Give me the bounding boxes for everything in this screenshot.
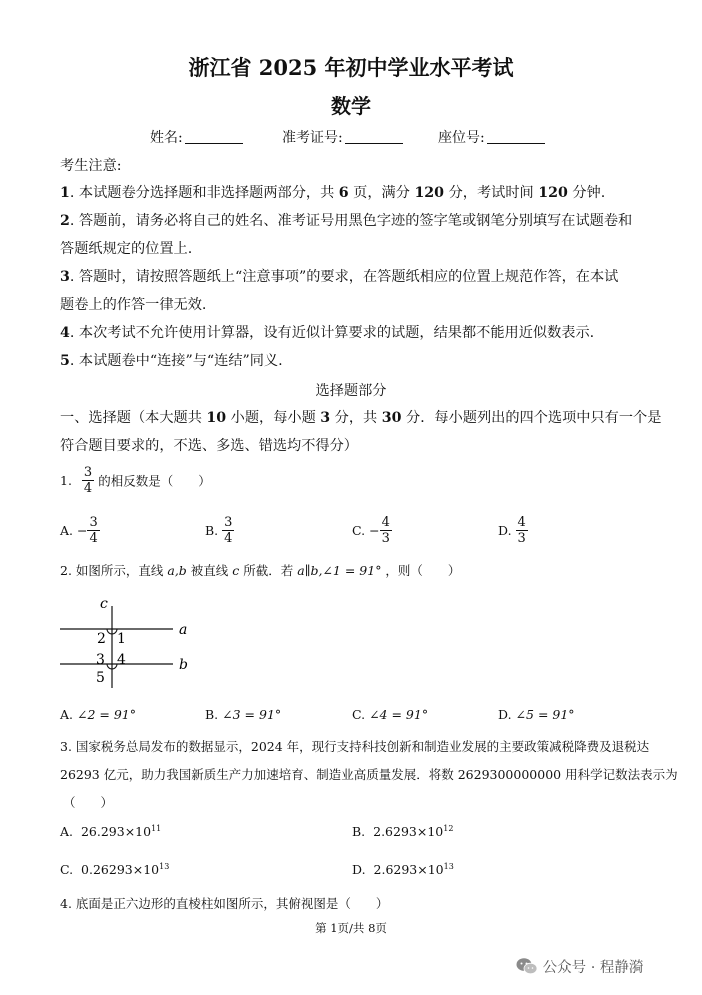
angle-label-5: 5 xyxy=(96,670,105,686)
question-3-line2: 26293 亿元，助力我国新质生产力加速培育、制造业高质量发展．将数 2629300000000 用科学记数法表示为 xyxy=(60,767,678,782)
name-blank xyxy=(185,129,243,144)
q1-option-b[interactable]: B. $\frac{3}{4}$ xyxy=(205,515,233,546)
label-a: a xyxy=(179,622,188,638)
watermark xyxy=(516,956,643,977)
notice-item-2-cont: 答题纸规定的位置上. xyxy=(60,241,193,257)
question-1: 1. $\frac{3}{4}$ 的相反数是（ ） xyxy=(60,465,211,496)
q2-option-b[interactable]: B. ∠3 = 91° xyxy=(205,707,282,722)
name-field xyxy=(150,127,243,147)
id-field xyxy=(282,127,403,147)
question-4: 4. 底面是正六边形的直棱柱如图所示，其俯视图是（ ） xyxy=(60,896,389,911)
q1-frac-num: 3 xyxy=(83,465,93,480)
exam-title: 浙江省 2025 年初中学业水平考试 xyxy=(188,55,514,80)
seat-blank xyxy=(487,129,545,144)
angle-label-1: 1 xyxy=(117,631,126,647)
q1-frac-den: 4 xyxy=(83,481,93,496)
q2-option-d[interactable]: D. ∠5 = 91° xyxy=(498,707,575,722)
notice-item-5: 5. 本试题卷中“连接”与“连结”同义. xyxy=(60,353,283,369)
question-3-line3: （ ） xyxy=(63,795,114,810)
notice-item-3-cont: 题卷上的作答一律无效. xyxy=(60,297,207,313)
label-b: b xyxy=(179,657,188,673)
subject-title: 数学 xyxy=(331,94,371,118)
notice-item-1: 1. 本试题卷分选择题和非选择题两部分，共 6 页，满分 120 分，考试时间 120 分钟. xyxy=(60,185,606,201)
wechat-icon xyxy=(516,957,538,975)
section-title: 选择题部分 xyxy=(315,383,387,399)
notice-heading: 考生注意: xyxy=(60,158,122,174)
q2-figure xyxy=(55,592,205,692)
question-3-line1: 3. 国家税务总局发布的数据显示，2024 年，现行支持科技创新和制造业发展的主要政策减税降费及退税达 xyxy=(60,739,650,754)
q3-option-b[interactable]: B. $2.6293\times 10^{12}$ xyxy=(352,824,454,840)
q3-option-d[interactable]: D. $2.6293\times 10^{13}$ xyxy=(352,862,454,878)
watermark-text: 公众号 · 程静漪 xyxy=(542,960,644,976)
notice-item-4: 4. 本次考试不允许使用计算器，设有近似计算要求的试题，结果都不能用近似数表示. xyxy=(60,325,595,341)
angle-label-2: 2 xyxy=(97,631,106,647)
notice-item-3: 3. 答题时，请按照答题纸上“注意事项”的要求，在答题纸相应的位置上规范作答，在本试 xyxy=(60,269,619,285)
page-number: 第 1页/共 8页 xyxy=(315,921,387,935)
notice-item-2: 2. 答题前，请务必将自己的姓名、准考证号用黑色字迹的签字笔或钢笔分别填写在试题卷和 xyxy=(60,213,633,229)
section-instructions-cont: 符合题目要求的，不选、多选、错选均不得分） xyxy=(60,438,358,454)
id-label: 准考证号: xyxy=(282,130,343,146)
question-2: 2. 如图所示，直线 a,b 被直线 c 所截．若 a∥b,∠1 = 91° ，则（ ） xyxy=(60,563,461,578)
q3-option-c[interactable]: C. $0.26293\times 10^{13}$ xyxy=(60,862,170,878)
label-c: c xyxy=(100,596,108,612)
q2-option-c[interactable]: C. ∠4 = 91° xyxy=(352,707,429,722)
q1-option-a[interactable]: A. − $\frac{3}{4}$ xyxy=(60,515,98,546)
q2-option-a[interactable]: A. ∠2 = 91° xyxy=(60,707,137,722)
section-instructions: 一、选择题（本大题共 10 小题，每小题 3 分，共 30 分．每小题列出的四个选项中只有一个是 xyxy=(60,410,662,426)
q1-option-d[interactable]: D. $\frac{4}{3}$ xyxy=(498,515,526,546)
name-label: 姓名: xyxy=(150,130,183,146)
q1-option-c[interactable]: C. − $\frac{4}{3}$ xyxy=(352,515,390,546)
angle-label-4: 4 xyxy=(117,652,126,668)
q3-option-a[interactable]: A. $26.293\times 10^{11}$ xyxy=(60,824,162,840)
seat-field xyxy=(438,127,545,147)
seat-label: 座位号: xyxy=(438,130,485,146)
id-blank xyxy=(345,129,403,144)
angle-label-3: 3 xyxy=(96,652,105,668)
